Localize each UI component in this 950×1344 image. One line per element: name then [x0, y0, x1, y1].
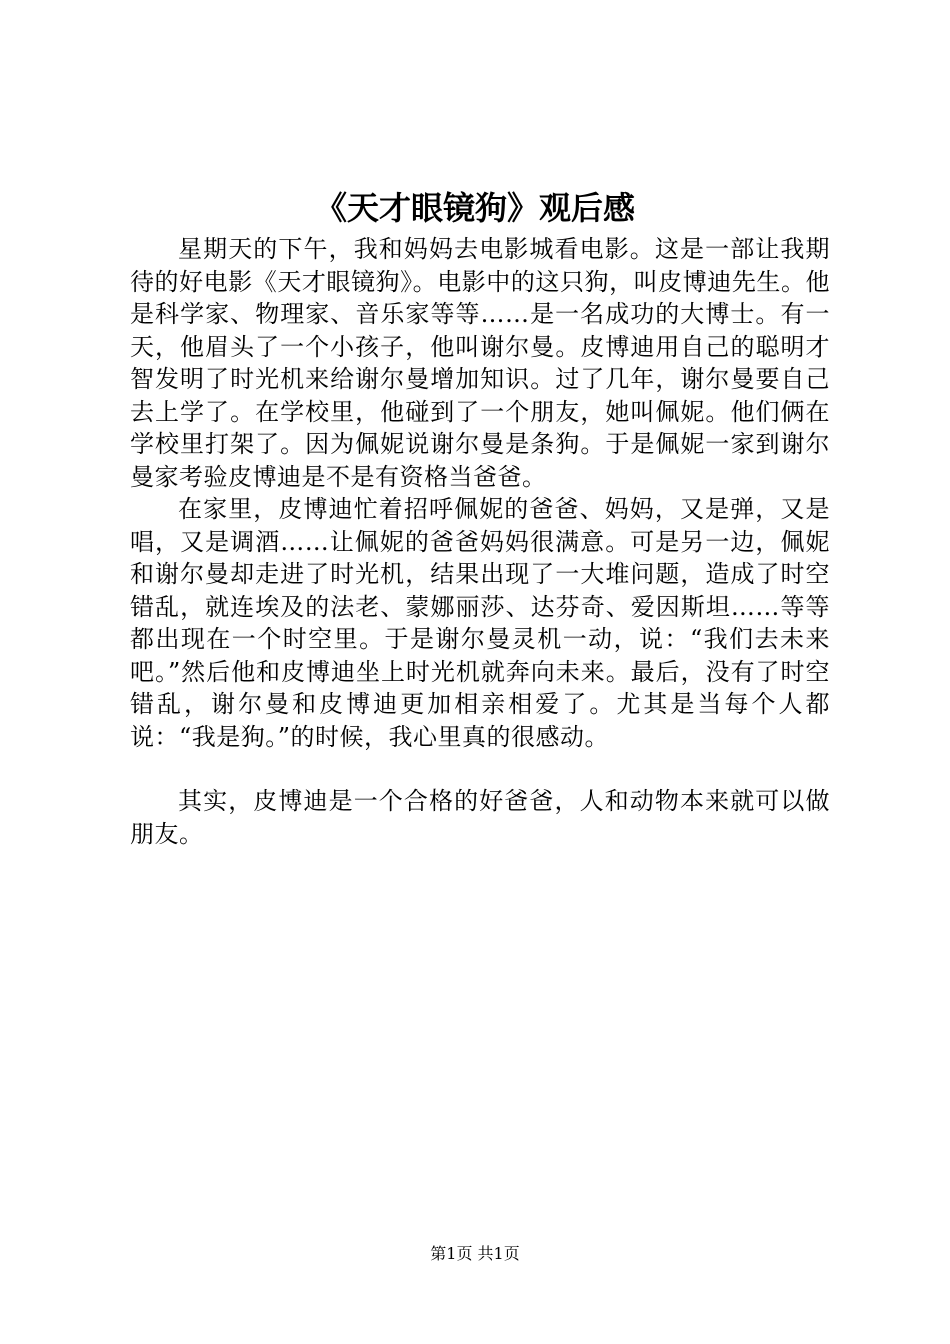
paragraph-1: 星期天的下午，我和妈妈去电影城看电影。这是一部让我期待的好电影《天才眼镜狗》。电影中的这只狗，叫皮博迪先生。他是科学家、物理家、音乐家等等……是一名成功的大博士。有一天，他眉头了一个小孩子，他叫谢尔曼。皮博迪用自己的聪明才智发明了时光机来给谢尔曼增加知识。过了几年，谢尔曼要自己去上学了。在学校里，他碰到了一个朋友，她叫佩妮。他们俩在学校里打架了。因为佩妮说谢尔曼是条狗。于是佩妮一家到谢尔曼家考验皮博迪是不是有资格当爸爸。 — [130, 235, 830, 491]
document-title: 《天才眼镜狗》观后感 — [314, 189, 635, 227]
page-footer: 第1页 共1页 — [430, 1244, 520, 1263]
paragraph-2: 在家里，皮博迪忙着招呼佩妮的爸爸、妈妈，又是弹，又是唱，又是调酒……让佩妮的爸爸妈妈很满意。可是另一边，佩妮和谢尔曼却走进了时光机，结果出现了一大堆问题，造成了时空错乱，就连埃及的法老、蒙娜丽莎、达芬奇、爱因斯坦……等等都出现在一个时空里。于是谢尔曼灵机一动，说：“我们去未来吧。”然后他和皮博迪坐上时光机就奔向未来。最后，没有了时空错乱，谢尔曼和皮博迪更加相亲相爱了。尤其是当每个人都说：“我是狗。”的时候，我心里真的很感动。 — [130, 495, 830, 751]
paragraph-3: 其实，皮博迪是一个合格的好爸爸，人和动物本来就可以做朋友。 — [130, 787, 830, 848]
document-body — [130, 233, 830, 850]
